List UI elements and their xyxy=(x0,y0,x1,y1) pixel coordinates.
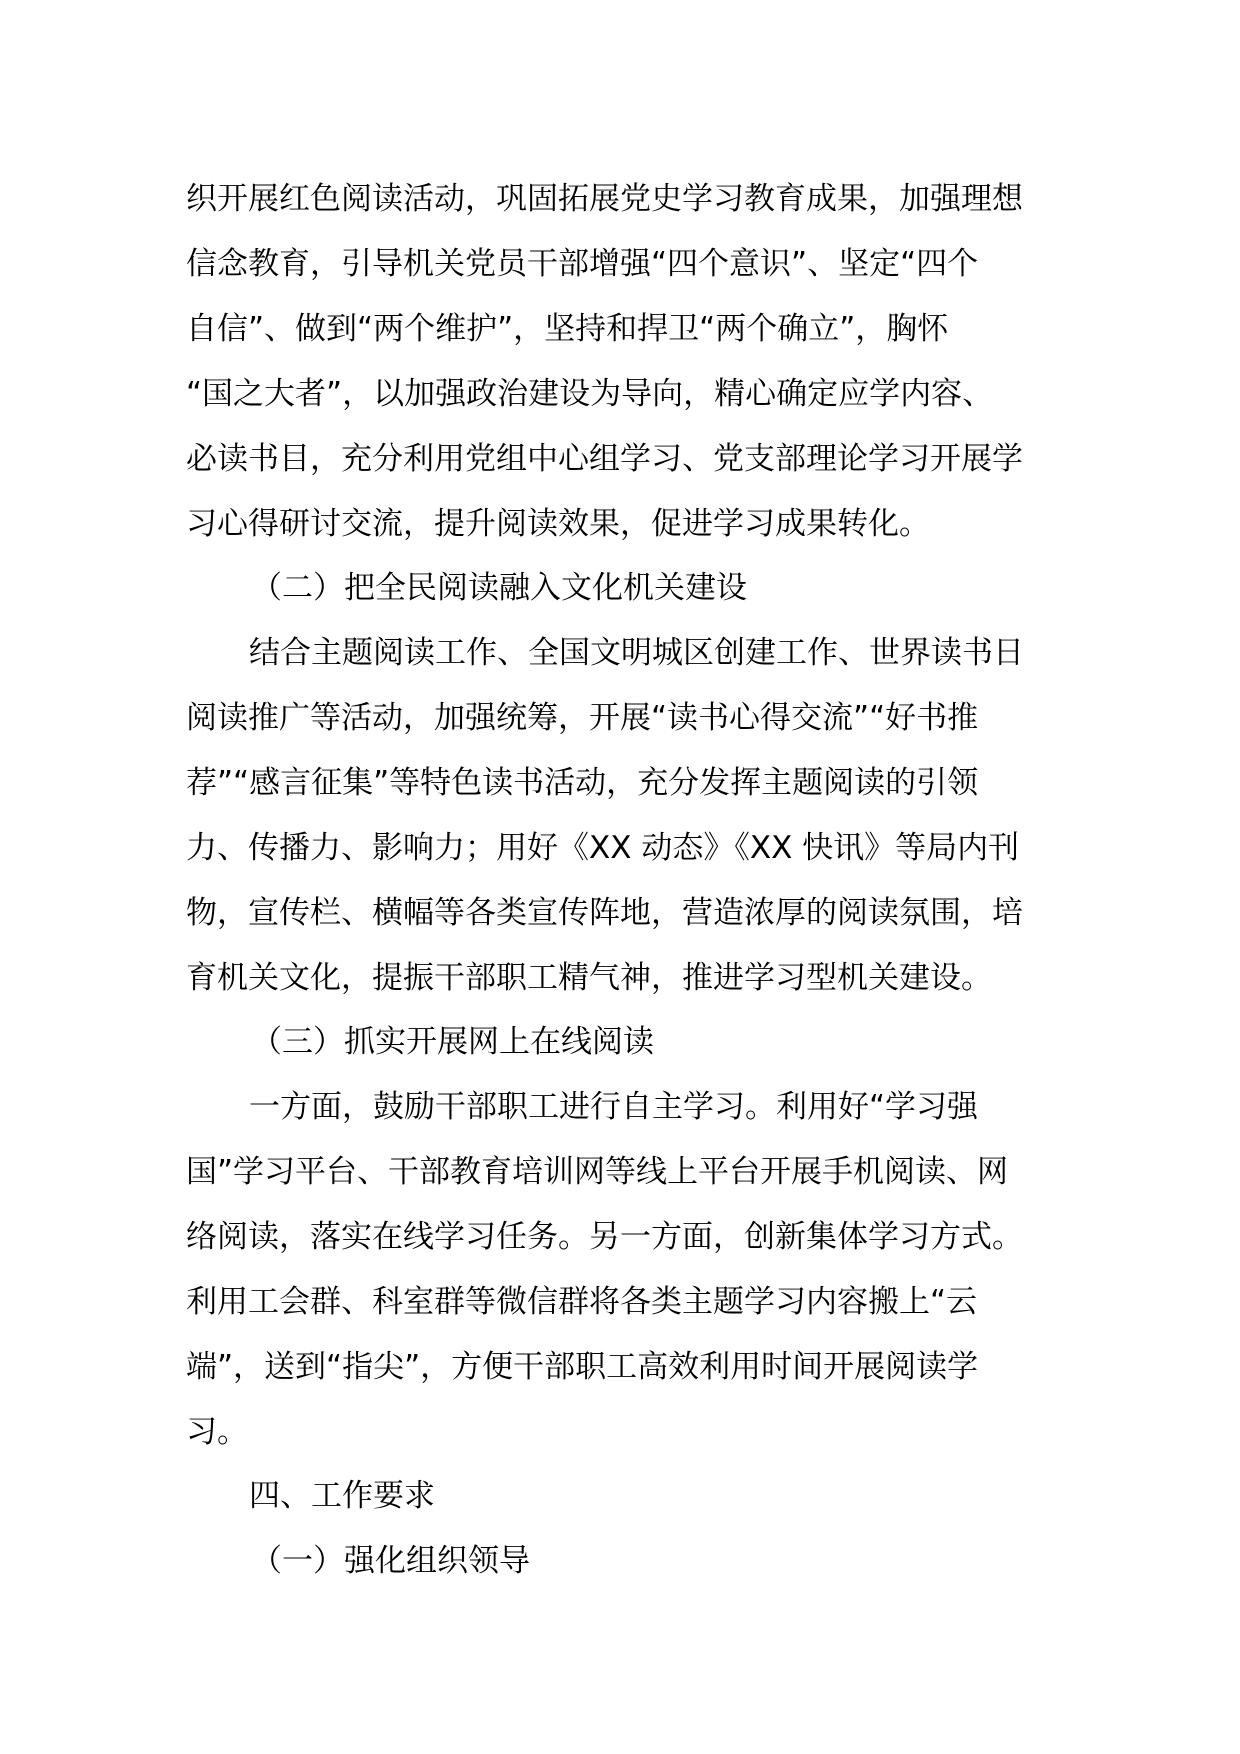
paragraph-line: 络阅读，落实在线学习任务。另一方面，创新集体学习方式。 xyxy=(186,1219,1023,1255)
paragraph-line: 国”学习平台、干部教育培训网等线上平台开展手机阅读、网 xyxy=(186,1154,1009,1190)
paragraph-line: 荐”“感言征集”等特色读书活动，充分发挥主题阅读的引领 xyxy=(186,765,979,801)
paragraph-line: 织开展红色阅读活动，巩固拓展党史学习教育成果，加强理想 xyxy=(186,181,1023,217)
chapter-heading: 四、工作要求 xyxy=(249,1478,435,1514)
paragraph-line: 端”，送到“指尖”，方便干部职工高效利用时间开展阅读学 xyxy=(186,1349,979,1385)
paragraph-line: 力、传播力、影响力；用好《XX 动态》《XX 快讯》等局内刊 xyxy=(186,830,1020,866)
paragraph-line: 信念教育，引导机关党员干部增强“四个意识”、坚定“四个 xyxy=(186,246,979,282)
paragraph-line: 利用工会群、科室群等微信群将各类主题学习内容搬上“云 xyxy=(186,1284,978,1320)
paragraph-line: 物，宣传栏、横幅等各类宣传阵地，营造浓厚的阅读氛围，培 xyxy=(186,895,1023,931)
section-heading: （二）把全民阅读融入文化机关建设 xyxy=(251,570,747,606)
section-heading: （三）抓实开展网上在线阅读 xyxy=(251,1024,654,1060)
paragraph-line: 阅读推广等活动，加强统筹，开展“读书心得交流”“好书推 xyxy=(186,700,979,736)
paragraph-line: 必读书目，充分利用党组中心组学习、党支部理论学习开展学 xyxy=(186,441,1023,477)
paragraph-line: 习心得研讨交流，提升阅读效果，促进学习成果转化。 xyxy=(186,506,930,542)
paragraph-line: 一方面，鼓励干部职工进行自主学习。利用好“学习强 xyxy=(249,1089,979,1125)
paragraph-line: 自信”、做到“两个维护”，坚持和捍卫“两个确立”，胸怀 xyxy=(186,311,949,347)
paragraph-line: 育机关文化，提振干部职工精气神，推进学习型机关建设。 xyxy=(186,960,992,996)
section-heading: （一）强化组织领导 xyxy=(251,1543,530,1579)
paragraph-line: 习。 xyxy=(186,1414,248,1450)
paragraph-line: 结合主题阅读工作、全国文明城区创建工作、世界读书日 xyxy=(249,635,1024,671)
paragraph-line: “国之大者”，以加强政治建设为导向，精心确定应学内容、 xyxy=(186,376,994,412)
